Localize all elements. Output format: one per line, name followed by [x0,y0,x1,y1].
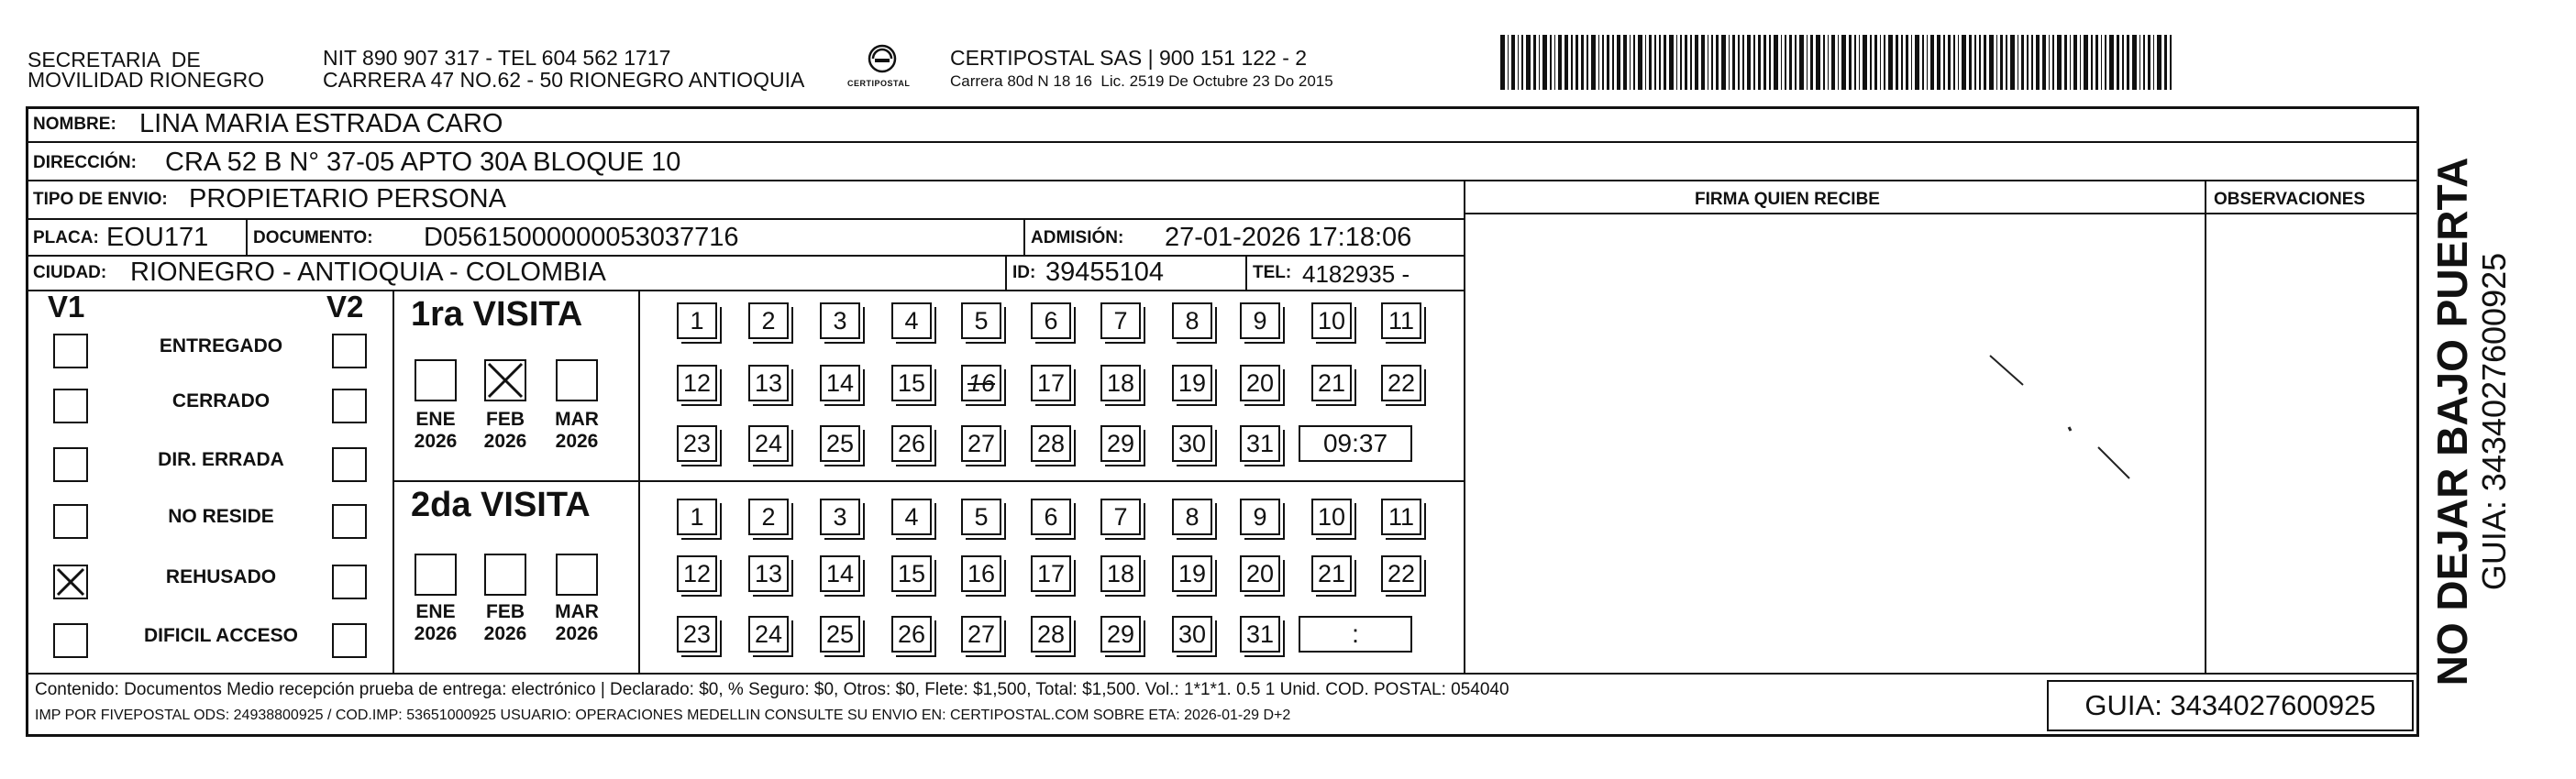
barcode-bar [1962,35,1966,90]
barcode-bar [2132,35,2137,90]
month-label: MAR 2026 [555,409,599,452]
col-divider [1005,255,1007,290]
barcode-bar [1906,35,1908,90]
barcode-bar [2153,35,2155,90]
barcode-bar [1533,35,1536,90]
documento-value: D05615000000053037716 [424,223,739,252]
id-value: 39455104 [1045,258,1165,287]
day-box[interactable]: 7 [1100,499,1141,535]
barcode-bar [2170,35,2172,90]
visit1-title: 1ra VISITA [411,295,583,334]
barcode-bar [1602,35,1604,90]
barcode-bar [1984,35,1986,90]
day-box[interactable]: 12 [677,365,717,401]
status-label: CERRADO [171,390,271,411]
x-mark-icon [486,361,525,400]
observaciones-header: OBSERVACIONES [2214,190,2366,209]
month-label: FEB 2026 [483,601,527,644]
barcode-bar [2000,35,2003,90]
day-box[interactable]: 5 [961,302,1001,339]
barcode-bar [1888,35,1893,90]
barcode-bar [1943,35,1945,90]
barcode-bar [1930,35,1933,90]
col-divider [1245,255,1247,290]
barcode-bar [1732,35,1735,90]
admision-value: 27-01-2026 17:18:06 [1165,223,1412,252]
time-box[interactable]: : [1299,616,1412,653]
barcode-bar [2036,35,2040,90]
admision-label: ADMISIÓN: [1031,228,1124,247]
barcode-bar [2049,35,2051,90]
barcode-bar [1669,35,1674,90]
barcode-bar [1617,35,1621,90]
day-box[interactable]: 28 [1031,616,1071,653]
barcode-bar [1550,35,1552,90]
day-box[interactable]: 11 [1381,499,1421,535]
barcode-bar [1747,35,1752,90]
barcode-bar [1685,35,1687,90]
barcode-bar [2095,35,2098,90]
day-box[interactable]: 22 [1381,555,1421,592]
day-box[interactable]: 14 [820,555,860,592]
day-box[interactable]: 17 [1031,365,1071,401]
barcode-bar [2027,35,2029,90]
v2-header: V2 [326,290,364,324]
month-label: MAR 2026 [555,601,599,644]
day-box[interactable]: 14 [820,365,860,401]
month-checkbox[interactable] [556,359,598,401]
documento-label: DOCUMENTO: [253,228,373,247]
barcode-bar [1958,35,1960,90]
barcode-bar [1738,35,1740,90]
status-label: NO RESIDE [168,506,274,527]
barcode-bar [1526,35,1531,90]
barcode-bar [2127,35,2129,90]
day-box[interactable]: 20 [1240,365,1280,401]
day-box[interactable]: 23 [677,616,717,653]
barcode-bar [1630,35,1631,90]
month-label: FEB 2026 [483,409,527,452]
barcode-bar [1598,35,1600,90]
day-box[interactable]: 21 [1311,555,1352,592]
barcode-bar [1711,35,1713,90]
v1-checkbox[interactable] [53,389,88,423]
barcode-bar [1587,35,1588,90]
barcode-bar [2143,35,2145,90]
barcode-bar [2006,35,2007,90]
barcode-bar [1701,35,1704,90]
barcode-bar [1623,35,1626,90]
barcode-bar [1607,35,1609,90]
barcode-bar [1974,35,1976,90]
tipo-envio-value: PROPIETARIO PERSONA [189,184,506,214]
day-box[interactable]: 27 [961,616,1001,653]
v1-checkbox[interactable] [53,623,88,658]
day-box[interactable]: 22 [1381,365,1421,401]
day-box[interactable]: 6 [1031,499,1071,535]
barcode-bar [1927,35,1929,90]
barcode-bar [2109,35,2114,90]
barcode-bar [1937,35,1941,90]
barcode-bar [1708,35,1709,90]
barcode-bar [1789,35,1792,90]
barcode-bar [1948,35,1951,90]
certipostal-logo-icon [853,40,912,97]
barcode-bar [1854,35,1856,90]
day-box[interactable]: 29 [1100,616,1141,653]
day-box[interactable]: 29 [1100,425,1141,462]
barcode-bar [1508,35,1509,90]
day-box[interactable]: 25 [820,425,860,462]
barcode-bar [1758,35,1761,90]
visit2-title: 2da VISITA [411,486,591,524]
month-checkbox[interactable] [484,554,526,596]
day-box[interactable]: 15 [891,555,932,592]
barcode-bar [1564,35,1569,90]
col-divider [638,290,640,673]
side-guia-number: GUIA: 3434027600925 [2475,252,2513,591]
month-label: ENE 2026 [414,409,458,452]
barcode-bar [1753,35,1755,90]
v2-checkbox[interactable] [332,334,367,368]
v2-checkbox[interactable] [332,447,367,482]
day-box[interactable]: 17 [1031,555,1071,592]
month-checkbox[interactable] [415,554,457,596]
footer-divider [26,673,2419,675]
barcode-bar [1896,35,1898,90]
barcode-bar [2157,35,2161,90]
barcode-bar [1511,35,1514,90]
id-label: ID: [1012,263,1036,282]
row-divider [26,290,1464,291]
day-box[interactable]: 23 [677,425,717,462]
day-box[interactable]: 9 [1240,499,1280,535]
barcode-bar [1591,35,1596,90]
org-name-line1: SECRETARIA DE [28,48,201,71]
barcode-bar [1915,35,1919,90]
day-box[interactable]: 2 [748,499,789,535]
barcode-bar [1870,35,1872,90]
v1-checkbox[interactable] [53,334,88,368]
barcode-bar [2021,35,2024,90]
barcode-bar [2018,35,2019,90]
barcode-bar [1539,35,1541,90]
row-divider [26,218,1464,220]
barcode-bar [1633,35,1635,90]
barcode-bar [1500,35,1505,90]
day-box[interactable]: 18 [1100,365,1141,401]
barcode-bar [1880,35,1882,90]
visit-divider [392,480,1464,482]
v1-header: V1 [48,290,85,324]
day-box[interactable]: 10 [1311,302,1352,339]
day-box[interactable]: 3 [820,302,860,339]
day-box[interactable]: 19 [1172,555,1212,592]
day-box[interactable]: 24 [748,425,789,462]
day-box[interactable]: 16 [961,555,1001,592]
barcode-bar [1664,35,1666,90]
direccion-label: DIRECCIÓN: [33,153,137,172]
tipo-envio-label: TIPO DE ENVIO: [33,190,168,209]
status-label: REHUSADO [165,566,277,587]
nit-line: NIT 890 907 317 - TEL 604 562 1717 [323,46,671,70]
v1-checkbox[interactable] [53,504,88,539]
day-box[interactable]: 28 [1031,425,1071,462]
barcode-bar [2070,35,2072,90]
barcode-bar [1799,35,1804,90]
barcode-bar [2091,35,2093,90]
barcode-bar [1901,35,1903,90]
barcode-bar [2122,35,2124,90]
barcode-bar [1612,35,1614,90]
barcode-bar [1969,35,1972,90]
barcode-bar [1989,35,1994,90]
barcode-bar [2164,35,2167,90]
barcode-bar [1884,35,1885,90]
barcode-bar [1676,35,1678,90]
day-box[interactable]: 12 [677,555,717,592]
content-summary: Contenido: Documentos Medio recepción prueba de entrega: electrónico | Declarado: $0, % Seguro: $0, Otros: $0, Flete: $1,500, Total: $1,500. Vol.: 1*1*1. 0.5 1 Unid. COD. POSTAL: 054040 [35,680,1509,699]
barcode-bar [1922,35,1924,90]
barcode-bar [1521,35,1523,90]
col-divider [1023,218,1025,255]
barcode-bar [2052,35,2054,90]
barcode-bar [2073,35,2076,90]
day-box[interactable]: 30 [1172,425,1212,462]
direccion-value: CRA 52 B N° 37-05 APTO 30A BLOQUE 10 [165,148,681,177]
day-box[interactable]: 24 [748,616,789,653]
barcode-bar [1807,35,1808,90]
print-info: IMP POR FIVEPOSTAL ODS: 24938800925 / COD.IMP: 53651000925 USUARIO: OPERACIONES MEDELLIN CONSULTE SU ENVIO EN: CERTIPOSTAL.COM SOBRE ETA: 2026-01-29 D+2 [35,708,1291,723]
barcode-bar [1716,35,1719,90]
firma-header: FIRMA QUIEN RECIBE [1695,190,1880,209]
col-divider [2205,180,2206,673]
barcode-bar [1838,35,1840,90]
guia-number-box: GUIA: 3434027600925 [2047,680,2414,731]
day-box[interactable]: 13 [748,365,789,401]
barcode-bar [1785,35,1786,90]
signature-mark [1962,339,2146,495]
barcode-bar [2101,35,2103,90]
day-box[interactable]: 21 [1311,365,1352,401]
day-box[interactable]: 19 [1172,365,1212,401]
month-label: ENE 2026 [414,601,458,644]
day-box[interactable]: 11 [1381,302,1421,339]
day-box[interactable]: 13 [748,555,789,592]
barcode-bar [1911,35,1913,90]
barcode-bar [1654,35,1656,90]
day-box[interactable]: 1 [677,302,717,339]
day-box[interactable]: 31 [1240,616,1280,653]
barcode-bar [2057,35,2062,90]
barcode-bar [1841,35,1846,90]
barcode-bar [2010,35,2015,90]
day-box[interactable]: 10 [1311,499,1352,535]
day-box[interactable]: 2 [748,302,789,339]
barcode-bar [2148,35,2150,90]
barcode-bar [1680,35,1682,90]
barcode-bar [1979,35,1981,90]
v1-checkbox[interactable] [53,447,88,482]
barcode-bar [1774,35,1778,90]
no-dejar-bajo-puerta: NO DEJAR BAJO PUERTA [2428,157,2476,686]
barcode-bar [2117,35,2119,90]
barcode-bar [1558,35,1561,90]
day-box[interactable]: 4 [891,302,932,339]
barcode-bar [2064,35,2067,90]
barcode-bar [1659,35,1661,90]
barcode-bar [1781,35,1783,90]
day-box[interactable]: 8 [1172,499,1212,535]
barcode-bar [1571,35,1573,90]
barcode-bar [1690,35,1692,90]
barcode-bar [2080,35,2082,90]
barcode-bar [1953,35,1955,90]
day-box[interactable]: 27 [961,425,1001,462]
placa-value: EOU171 [106,223,209,252]
barcode-bar [2031,35,2033,90]
time-box[interactable]: 09:37 [1299,425,1412,462]
barcode-bar [1863,35,1867,90]
barcode-bar [2042,35,2045,90]
courier-address: Carrera 80d N 18 16 Lic. 2519 De Octubre 23 Do 2015 [950,72,1333,90]
row-divider [1464,213,2419,214]
row-divider [26,141,2419,143]
day-box[interactable]: 26 [891,425,932,462]
status-label: DIR. ERRADA [158,449,284,470]
barcode-bar [2139,35,2141,90]
org-name-line2: MOVILIDAD RIONEGRO [28,68,265,92]
address-line: CARRERA 47 NO.62 - 50 RIONEGRO ANTIOQUIA [323,68,805,92]
month-checkbox[interactable] [556,554,598,596]
col-divider [1464,180,1465,673]
x-mark-icon [55,566,86,598]
day-box[interactable]: 9 [1240,302,1280,339]
day-box[interactable]: 3 [820,499,860,535]
barcode-bar [2105,35,2106,90]
barcode-bar [1638,35,1642,90]
logo-text: CERTIPOSTAL [847,79,911,88]
day-box[interactable]: 31 [1240,425,1280,462]
tel-value: 4182935 - [1302,260,1410,288]
day-box[interactable]: 6 [1031,302,1071,339]
barcode-bar [1518,35,1520,90]
v1-checkbox[interactable] [53,565,88,599]
barcode-bar [2084,35,2088,90]
day-box[interactable]: 25 [820,616,860,653]
side-notice [2428,158,2513,686]
placa-label: PLACA: [33,228,99,247]
barcode-bar [1874,35,1877,90]
day-box[interactable]: 7 [1100,302,1141,339]
barcode-bar [1721,35,1726,90]
barcode-bar [1795,35,1797,90]
barcode-bar [1729,35,1730,90]
day-box[interactable]: 26 [891,616,932,653]
day-box[interactable]: 5 [961,499,1001,535]
barcode-bar [1831,35,1834,90]
barcode-bar [1996,35,1998,90]
row-divider [26,180,2419,181]
col-divider [246,218,248,255]
status-label: ENTREGADO [159,335,283,357]
tel-label: TEL: [1253,263,1292,282]
barcode-bar [1575,35,1578,90]
v2-checkbox[interactable] [332,504,367,539]
col-divider [392,290,394,673]
barcode-bar [1554,35,1556,90]
day-box[interactable]: 15 [891,365,932,401]
barcode-bar [1742,35,1744,90]
day-box[interactable]: 16 [961,365,1001,401]
day-box[interactable]: 4 [891,499,932,535]
barcode-bar [1816,35,1820,90]
courier-name: CERTIPOSTAL SAS | 900 151 122 - 2 [950,46,1308,70]
barcode-bar [1823,35,1825,90]
barcode-bar [1649,35,1652,90]
nombre-label: NOMBRE: [33,115,116,134]
v2-checkbox[interactable] [332,623,367,658]
month-checkbox[interactable] [484,359,526,401]
barcode [1500,35,2197,90]
barcode-bar [1542,35,1547,90]
nombre-value: LINA MARIA ESTRADA CARO [139,109,503,138]
barcode-bar [1581,35,1584,90]
certipostal-logo [847,40,912,97]
day-box[interactable]: 18 [1100,555,1141,592]
day-box[interactable]: 1 [677,499,717,535]
ciudad-label: CIUDAD: [33,263,107,282]
barcode-bar [1695,35,1699,90]
day-box[interactable]: 20 [1240,555,1280,592]
barcode-bar [1849,35,1852,90]
barcode-bar [1810,35,1813,90]
barcode-bar [1859,35,1861,90]
barcode-bar [1763,35,1766,90]
v2-checkbox[interactable] [332,389,367,423]
month-checkbox[interactable] [415,359,457,401]
status-label: DIFICIL ACCESO [143,625,298,646]
barcode-bar [1828,35,1830,90]
ciudad-value: RIONEGRO - ANTIOQUIA - COLOMBIA [130,258,606,287]
barcode-bar [1769,35,1771,90]
day-box[interactable]: 30 [1172,616,1212,653]
barcode-bar [1645,35,1647,90]
v2-checkbox[interactable] [332,565,367,599]
day-box[interactable]: 8 [1172,302,1212,339]
